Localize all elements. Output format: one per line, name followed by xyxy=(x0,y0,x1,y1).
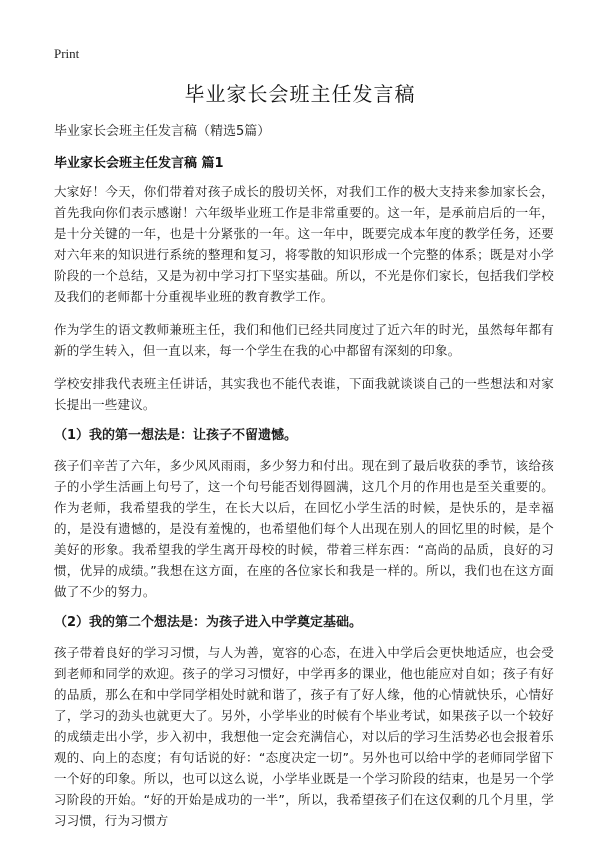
paragraph: 孩子们辛苦了六年，多少风风雨雨，多少努力和付出。现在到了最后收获的季节，该给孩子的小学生活画上句号了，这一个句号能否划得圆满，这几个月的作用也是至关重要的。作为老师，我希望我的学生，在长大以后，在回忆小学生活的时候，是快乐的，是幸福的，是没有遗憾的，是没有羞愧的，也希望他们每个人出现在别人的回忆里的时候，是个美好的形象。我希望我的学生离开母校的时候，带着三样东西：“高尚的品质，良好的习惯，优异的成绩。”我想在这方面，在座的各位家长和我是一样的。所以，我们也在这方面做了不少的努力。 xyxy=(54,458,554,599)
document-subtitle: 毕业家长会班主任发言稿（精选5篇） xyxy=(54,124,271,139)
print-link[interactable]: Print xyxy=(54,46,80,61)
document-body xyxy=(54,181,554,843)
section-heading-2: （2）我的第二个想法是：为孩子进入中学奠定基础。 xyxy=(54,615,363,630)
section-title: 毕业家长会班主任发言稿 篇1 xyxy=(54,156,224,171)
paragraph: 大家好！今天，你们带着对孩子成长的殷切关怀，对我们工作的极大支持来参加家长会，首先我向你们表示感谢！六年级毕业班工作是非常重要的。这一年，是承前启后的一年，是十分关键的一年，也是十分紧张的一年。这一年中，既要完成本年度的教学任务，还要对六年来的知识进行系统的整理和复习，将零散的知识形成一个完整的体系；既是对小学阶段的一个总结，又是为初中学习打下坚实基础。所以，不光是你们家长，包括我们学校及我们的老师都十分重视毕业班的教育教学工作。 xyxy=(54,184,554,304)
document-title: 毕业家长会班主任发言稿 xyxy=(184,82,416,106)
paragraph: 学校安排我代表班主任讲话，其实我也不能代表谁，下面我就谈谈自己的一些想法和对家长提出一些建议。 xyxy=(54,376,554,412)
paragraph: 作为学生的语文教师兼班主任，我们和他们已经共同度过了近六年的时光，虽然每年都有新的学生转入，但一直以来，每一个学生在我的心中都留有深刻的印象。 xyxy=(54,322,554,358)
paragraph: 孩子带着良好的学习习惯，与人为善，宽容的心态，在进入中学后会更快地适应，也会受到老师和同学的欢迎。孩子的学习习惯好，中学再多的课业，他也能应对自如；孩子有好的品质，那么在和中学同学相处时就和谐了，孩子有了好人缘，他的心情就快乐，心情好了，学习的劲头也就更大了。另外，小学毕业的时候有个毕业考试，如果孩子以一个较好的成绩走出小学，步入初中，我想他一定会充满信心，对以后的学习生活势必也会报着乐观的、向上的态度；有句话说的好：“态度决定一切”。另外也可以给中学的老师同学留下一个好的印象。所以，也可以这么说，小学毕业既是一个学习阶段的结束，也是另一个学习阶段的开始。“好的开始是成功的一半”，所以，我希望孩子们在这仅剩的几个月里，学习习惯，行为习惯方 xyxy=(54,645,554,828)
section-heading-1: （1）我的第一想法是：让孩子不留遗憾。 xyxy=(54,428,298,443)
